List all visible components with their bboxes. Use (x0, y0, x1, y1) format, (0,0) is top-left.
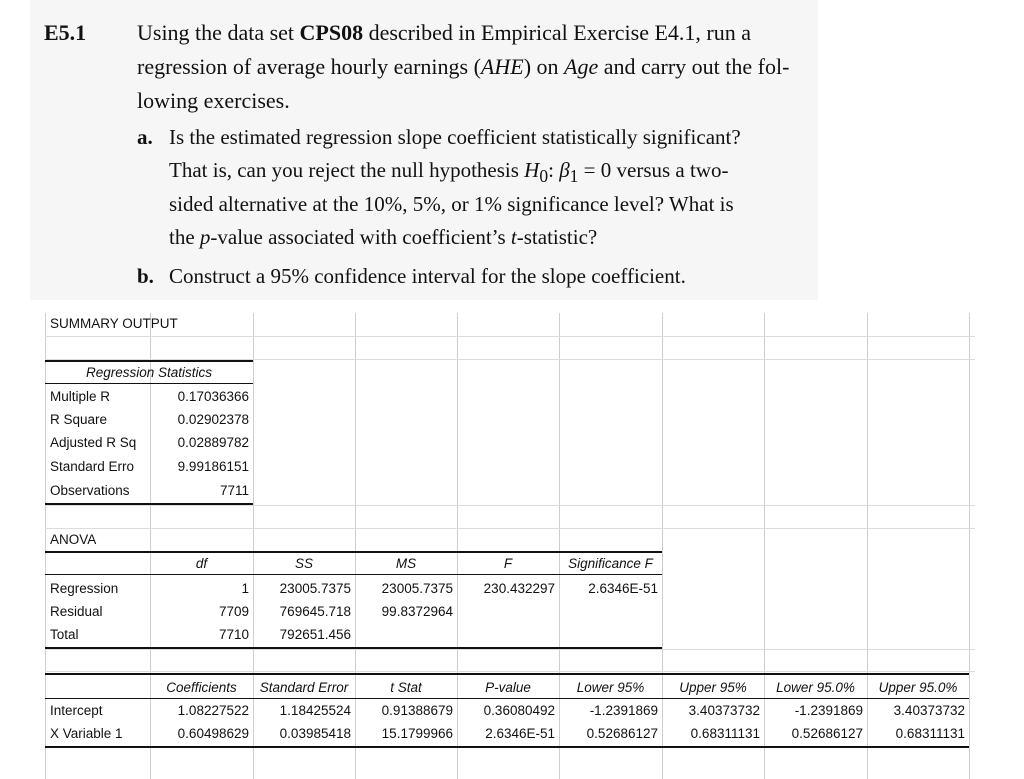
regression-summary-sheet (45, 313, 975, 779)
anova-row-label: Regression (50, 581, 119, 596)
summary-output-title: SUMMARY OUTPUT (50, 316, 178, 331)
anova-ss: 23005.7375 (279, 581, 351, 596)
coef-value: 15.1799966 (381, 726, 453, 741)
coef-value: 0.52686127 (586, 726, 658, 741)
coef-value: 3.40373732 (688, 703, 760, 718)
coef-header-upper-95: Upper 95% (679, 680, 747, 695)
stat-value: 0.02902378 (177, 412, 249, 427)
anova-sig: 2.6346E-51 (588, 581, 658, 596)
anova-df: 1 (241, 581, 249, 596)
coef-value: 0.52686127 (791, 726, 863, 741)
coef-header-coefficients: Coefficients (166, 680, 237, 695)
anova-row-label: Residual (50, 604, 103, 619)
coef-row-label: Intercept (50, 703, 103, 718)
header-rule (45, 383, 253, 384)
coef-value: 1.18425524 (279, 703, 351, 718)
stat-value: 0.17036366 (177, 389, 249, 404)
grid-row-line (45, 528, 975, 529)
coef-value: 1.08227522 (177, 703, 249, 718)
part-a-line-2: That is, can you reject the null hypothesis $H_0$: $\beta_1 = 0$ versus a two- (169, 158, 729, 187)
stat-label: R Square (50, 412, 108, 427)
anova-header-significance-f: Significance F (568, 556, 653, 571)
part-b-text: Construct a 95% confidence interval for the slope coefficient. (169, 264, 686, 288)
coef-header-upper-95-0: Upper 95.0% (878, 680, 958, 695)
coef-value: -1.2391869 (794, 703, 863, 718)
coef-value: 0.91388679 (381, 703, 453, 718)
regression-statistics-header: Regression Statistics (85, 365, 213, 380)
grid-col-line (969, 313, 970, 779)
coef-value: 0.68311131 (690, 726, 760, 741)
part-a-line-3: sided alternative at the 10%, 5%, or 1% significance level? What is (169, 192, 734, 216)
intro-line-3: lowing exercises. (137, 88, 290, 113)
table-bottom-rule (45, 503, 253, 505)
anova-ss: 792651.456 (279, 627, 351, 642)
coef-value: 0.36080492 (483, 703, 555, 718)
anova-ms: 99.8372964 (381, 604, 453, 619)
anova-f: 230.432297 (483, 581, 555, 596)
part-a-line-4: the p-value associated with coefficient’s t-statistic? (169, 225, 598, 249)
grid-row-line (45, 671, 975, 672)
anova-title: ANOVA (50, 532, 97, 547)
anova-top-rule (45, 551, 662, 553)
coef-header-lower-95: Lower 95% (576, 680, 645, 695)
anova-header-ss: SS (294, 556, 313, 571)
stat-value: 0.02889782 (177, 435, 249, 450)
part-a-line-1: Is the estimated regression slope coefficient statistically significant? (169, 125, 741, 149)
part-b-label: b. (137, 264, 154, 288)
anova-header-ms: MS (395, 556, 417, 571)
stat-value: 7711 (219, 483, 249, 498)
anova-bottom-rule (45, 647, 662, 649)
coef-top-rule (45, 673, 969, 675)
coef-value: -1.2391869 (589, 703, 658, 718)
coef-value: 2.6346E-51 (485, 726, 555, 741)
anova-header-rule (45, 574, 662, 575)
anova-header-df: df (195, 556, 208, 571)
part-a-label: a. (137, 125, 153, 149)
stat-label: Adjusted R Sq (50, 435, 137, 450)
anova-row-label: Total (50, 627, 79, 642)
intro-line-1: Using the data set CPS08 described in Empirical Exercise E4.1, run a (137, 20, 752, 45)
stat-label: Observations (50, 483, 130, 498)
grid-row-line (45, 649, 975, 650)
coef-header-t-stat: t Stat (390, 680, 422, 695)
coef-header-standard-error: Standard Error (259, 680, 349, 695)
anova-header-f: F (503, 556, 513, 571)
coef-value: 0.03985418 (279, 726, 351, 741)
coef-header-lower-95-0: Lower 95.0% (776, 680, 855, 695)
stat-label: Standard Erro (50, 459, 135, 474)
coef-header-p-value: P-value (485, 680, 531, 695)
anova-ss: 769645.718 (279, 604, 351, 619)
coef-value: 0.68311131 (895, 726, 965, 741)
anova-df: 7709 (218, 604, 249, 619)
stat-value: 9.99186151 (177, 459, 249, 474)
anova-ms: 23005.7375 (381, 581, 453, 596)
grid-row-line (45, 336, 975, 337)
anova-df: 7710 (218, 627, 249, 642)
grid-row-line (45, 505, 975, 506)
intro-line-2: regression of average hourly earnings (AHE) on Age and carry out the fol- (137, 54, 790, 79)
part-b-line (137, 264, 686, 289)
textbook-excerpt (30, 0, 818, 300)
part-a-first-line (137, 125, 741, 150)
coef-value: 0.60498629 (177, 726, 249, 741)
coef-row-label: X Variable 1 (50, 726, 123, 741)
table-top-rule (45, 360, 253, 362)
stat-label: Multiple R (50, 389, 111, 404)
coef-value: 3.40373732 (893, 703, 965, 718)
exercise-number: E5.1 (44, 20, 87, 45)
coef-bottom-rule (45, 746, 969, 748)
coef-header-rule (45, 698, 969, 699)
